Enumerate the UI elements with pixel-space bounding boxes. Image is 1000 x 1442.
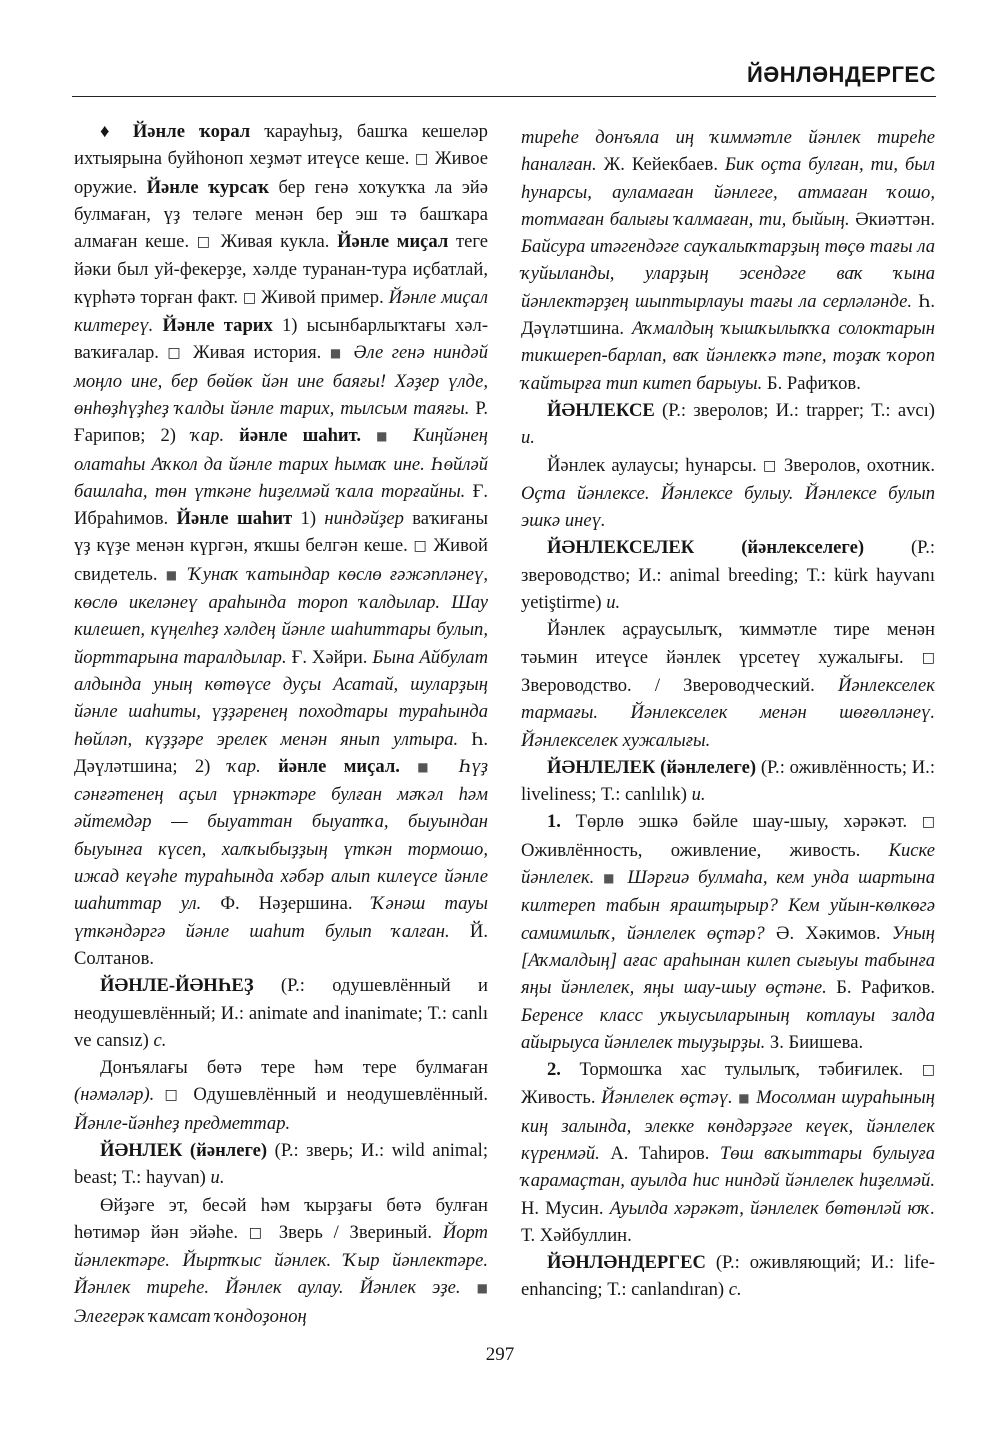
white-square-icon: □ bbox=[196, 234, 213, 251]
white-square-icon: □ bbox=[415, 151, 430, 168]
headword: йәнле миҫал. bbox=[278, 755, 400, 777]
headword: ЙӘНЛЕЛЕК bbox=[547, 756, 656, 778]
entry-yanle-yanhez: ЙӘНЛЕ-ЙӘНҺЕҘ (Р.: одушевлённый и неодушевлённый; И.: animate and inanimate; Т.: canlı ve cansız) с. bbox=[74, 975, 488, 1051]
white-square-icon: □ bbox=[248, 1224, 269, 1241]
right-column bbox=[521, 124, 935, 1304]
entry-yanlelek: ЙӘНЛЕЛЕК (йәнлелеге) (Р.: оживлённость; И.: liveliness; Т.: canlılık) и. bbox=[521, 756, 935, 806]
headword: ЙӘНЛЕК bbox=[100, 1139, 183, 1161]
white-square-icon: □ bbox=[167, 345, 185, 362]
page-number: 297 bbox=[485, 1344, 515, 1365]
header-rule bbox=[72, 96, 936, 97]
definition: Йәнлек аҫраусылыҡ, ҡиммәтле тире менән тәьмин итеүсе йәнлек үрсетеү хужалығы. □ Звероводство. / Звероводческий. Йәнлекселек тармағы. Йәнлекселек менән шөғөлләнеү. Йәнлекселек хужалығы. bbox=[521, 619, 935, 751]
white-square-icon: □ bbox=[921, 649, 935, 666]
gray-square-icon: ■ bbox=[329, 346, 346, 361]
gray-square-icon: ■ bbox=[417, 759, 442, 774]
white-square-icon: □ bbox=[921, 1062, 935, 1079]
white-square-icon: □ bbox=[762, 457, 778, 474]
headword: ЙӘНЛӘНДЕРГЕС bbox=[547, 1252, 706, 1274]
entry-yanle-phrases: ♦ Йәнле ҡорал ҡарауһыҙ, башҡа кешеләр ихтыярына буйһоноп хеҙмәт итеүсе кеше. □ Живое оружие. Йәнле ҡурсаҡ бер генә хоҡуҡҡа ла эйә булмаған, үҙ теләге менән бер эш тә башҡара алмаған кеше. □ Живая кукла. Йәнле миҫал теге йәки был уй-фекерҙе, хәлде туранан-тура иҫбатлай, күрһәтә торған факт. □ Живой пример. Йәнле миҫал килтереү. Йәнле тарих 1) ысынбарлыҡтағы хәл-ваҡиғалар. □ Живая история. ■ Әле генә ниндәй моңло ине, бер бөйөк йән ине баяғы! Хәҙер үлде, өнһөҙһүҙһеҙ ҡалды йәнле тарих, тылсым таяғы. Р. Ғарипов; 2) ҡар. йәнле шаһит. ■ Киңйәнең олатаһы Аҡкол да йәнле тарих һымаҡ ине. Һөйләй башлаһа, төн үткәне һиҙелмәй ҡала торғайны. Ғ. Ибраһимов. Йәнле шаһит 1) ниндәйҙер ваҡиғаны үҙ күҙе менән күргән, яҡшы белгән кеше. □ Живой свидетель. ■ Ҡунаҡ ҡатындар көслө ғәжәпләнеү, көслө икеләнеү араһында тороп ҡалдылар. Шау килешеп, күңелһеҙ хәлдең йәнле шаһиттары булып, йорттарына таралдылар. Ғ. Хәйри. Бына Айбулат алдында уның көтөүсе дуҫы Асатай, шуларҙың йәнле шаһиты, үҙҙәренең походтары тураһында һөйләп, күҙҙәре эрелек менән янып ултыра. Һ. Дәүләтшина; 2) ҡар. йәнле миҫал. ■ Һүҙ сәнғәтенең аҫыл үрнәктәре булған мәҡәл һәм әйтемдәр — быуаттан быуатҡа, быуындан быуынға күсеп, халҡыбыҙҙың үткән тормошо, ижад кеүәһе тураһында хәбәр алып килеүсе йәнле шаһиттар ул. Ф. Нәҙершина. Ҡәнәш тауы үткәндәргә йәнле шаһит булып ҡалған. Й. Солтанов. bbox=[74, 121, 489, 969]
definition-continued: тиреһе донъяла иң ҡиммәтле йәнлек тиреһе һаналған. Ж. Кейекбаев. Бик оҫта булған, ти, был һунарсы, ауламаған йәнлеге, атмаған ҡошо, тотмаған балығы ҡалмаған, ти, быйың. Әкиәттән. Байсура итәгендәге сауҡалыҡтарҙың төҫө тағы ла ҡуйыланды, уларҙың эсендәге ваҡ ҡына йәнлектәрҙең шыптырлауы тағы ла серләләнде. Һ. Дәүләтшина. Аҡмалдың ҡышҡылыҡҡа солоктарын тикшереп-барлап, ваҡ йәнлекҡә тәпе, тоҙаҡ ҡороп ҡайтырға тип китеп барыуы. Б. Рафиҡов. bbox=[521, 127, 935, 394]
headword: ЙӘНЛЕ-ЙӘНҺЕҘ bbox=[100, 975, 254, 997]
gray-square-icon: ■ bbox=[476, 1281, 488, 1296]
left-column bbox=[74, 118, 488, 1330]
definition: Донъялағы бөтә тере һәм тере булмаған (нәмәләр). □ Одушевлённый и неодушевлённый. Йәнле-йәнһеҙ предметтар. bbox=[74, 1057, 489, 1134]
entry-yanlekse: ЙӘНЛЕКСЕ (Р.: зверолов; И.: trapper; Т.: avcı) и. bbox=[521, 399, 935, 449]
white-square-icon: □ bbox=[164, 1087, 184, 1104]
headword: Йәнле шаһит bbox=[176, 508, 293, 530]
gray-square-icon: ■ bbox=[165, 567, 181, 582]
headword: йәнле шаһит. bbox=[239, 425, 362, 447]
headword: Йәнле ҡорал bbox=[132, 121, 251, 142]
entry-yanlek: ЙӘНЛЕК (йәнлеге) (Р.: зверь; И.: wild animal; beast; Т.: hayvan) и. bbox=[74, 1139, 488, 1189]
sense-1: 1. Төрлө эшкә бәйле шау-шыу, хәрәкәт. □ Оживлённость, оживление, живость. Киске йәнлелек. ■ Шәрғиә булмаһа, кем унда шартына килтереп табын ярашҭырыр? Кем уйын-көлкөгә самимилыҡ, йәнлелек өҫтәр? Ә. Хәкимов. Уның [Аҡмалдың] ағас араһынан килеп сығыуы табынға яңы йәнлелек, яңы шау-шыу өҫтәне. Б. Рафиҡов. Беренсе класс уҡыусыларының котлауы залда айырыуса йәнлелек тыуҙырҙы. З. Биишева. bbox=[521, 811, 935, 1053]
headword: Йәнле ҡурсаҡ bbox=[146, 176, 269, 198]
diamond-icon: ♦ bbox=[100, 121, 119, 142]
headword: ЙӘНЛЕКСЕЛЕК bbox=[547, 537, 695, 559]
white-square-icon: □ bbox=[921, 814, 935, 831]
definition: Өйҙәге эт, бесәй һәм ҡырҙағы бөтә булған һөтимәр йән эйәһе. □ Зверь / Звериный. Йорт йәнлектәре. Йыртҡыс йәнлек. Ҡыр йәнлектәре. Йәнлек тиреһе. Йәнлек аулау. Йәнлек эҙе. ■ Элегерәк ҡамсат ҡондоҙоноң bbox=[74, 1194, 488, 1327]
headword: ЙӘНЛЕКСЕ bbox=[547, 399, 655, 421]
gray-square-icon: ■ bbox=[603, 871, 619, 886]
headword: Йәнле миҫал bbox=[337, 231, 449, 253]
entry-yanlekselek: ЙӘНЛЕКСЕЛЕК (йәнлекселеге) (Р.: звероводство; И.: animal breeding; Т.: kürk hayvanı yetiştirme) и. bbox=[521, 537, 936, 614]
headword: Йәнле тарих bbox=[162, 315, 273, 337]
entry-yanlandarges: ЙӘНЛӘНДЕРГЕС (Р.: оживляющий; И.: life-enhancing; Т.: canlandıran) с. bbox=[521, 1252, 935, 1301]
definition: Йәнлек аулаусы; һунарсы. □ Зверолов, охотник. Оҫта йәнлексе. Йәнлексе булыу. Йәнлексе булып эшкә инеү. bbox=[521, 454, 935, 532]
gray-square-icon: ■ bbox=[738, 1091, 751, 1106]
white-square-icon: □ bbox=[413, 538, 428, 555]
white-square-icon: □ bbox=[242, 289, 257, 306]
gray-square-icon: ■ bbox=[376, 429, 398, 444]
running-head: ЙӘНЛӘНДЕРГЕС bbox=[746, 62, 936, 87]
sense-2: 2. Тормошҡа хас тулылыҡ, тәбиғилек. □ Живость. Йәнлелек өҫтәү. ■ Мосолман шураһының киң залында, элекке көндәрҙәге кеүек, йәнлелек күренмәй. А. Таһиров. Төш ваҡыттары булыуға ҡарамаҫтан, ауылда һис ниндәй йәнлелек һиҙелмәй. Н. Мусин. Ауылда хәрәкәт, йәнлелек бөтөнләй юҡ. Т. Хәйбуллин. bbox=[521, 1059, 936, 1246]
